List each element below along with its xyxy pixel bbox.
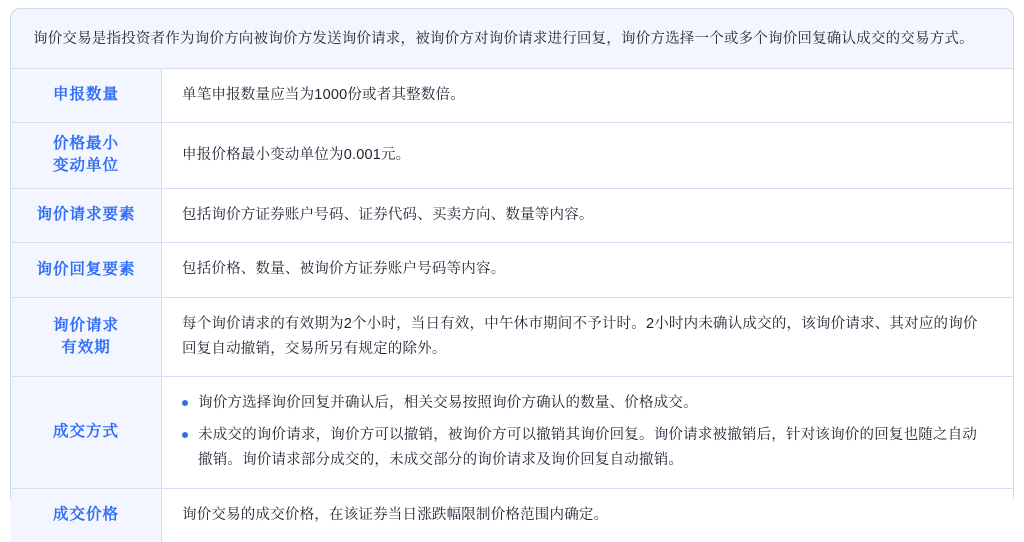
row-label: 成交方式 <box>52 423 119 441</box>
row-label: 询价请求要素 <box>36 206 136 224</box>
row-value-text: 每个询价请求的有效期为2个小时，当日有效，中午休市期间不予计时。2小时内未确认成交的，该询价请求、其对应的询价回复自动撤销，交易所另有规定的除外。 <box>182 315 978 358</box>
row-value <box>161 69 1013 122</box>
table-row <box>11 189 1013 243</box>
intro-paragraph: 询价交易是指投资者作为询价方向被询价方发送询价请求，被询价方对询价请求进行回复，询价方选择一个或多个询价回复确认成交的交易方式。 <box>33 31 974 47</box>
row-label-line2: 变动单位 <box>52 157 119 175</box>
row-value-text: 询价交易的成交价格，在该证券当日涨跌幅限制价格范围内确定。 <box>182 506 609 523</box>
table-row <box>11 243 1013 297</box>
row-label: 询价回复要素 <box>36 260 136 278</box>
row-value-text: 包括价格、数量、被询价方证券账户号码等内容。 <box>182 261 506 278</box>
bullet-dot-icon <box>182 432 188 438</box>
info-card <box>10 8 1014 524</box>
list-item-text: 询价方选择询价回复并确认后，相关交易按照询价方确认的数量、价格成交。 <box>198 395 698 412</box>
row-label <box>11 123 161 188</box>
list-item-text: 未成交的询价请求，询价方可以撤销，被询价方可以撤销其询价回复。询价请求被撤销后，针对该询价的回复也随之自动撤销。询价请求部分成交的，未成交部分的询价请求及询价回复自动撤销。 <box>198 426 978 469</box>
row-value <box>161 298 1013 377</box>
row-value <box>161 377 1013 487</box>
table-row <box>11 298 1013 378</box>
row-label: 成交价格 <box>52 506 119 524</box>
row-label: 申报数量 <box>52 86 119 104</box>
row-value <box>161 243 1013 296</box>
bullet-list <box>182 391 989 473</box>
bullet-dot-icon <box>182 400 188 406</box>
table-row <box>11 123 1013 189</box>
row-label <box>11 298 161 377</box>
row-label-line2: 有效期 <box>61 339 111 357</box>
row-label-line1: 价格最小 <box>52 135 119 153</box>
list-item <box>182 423 989 474</box>
row-value <box>161 489 1013 542</box>
row-value <box>161 189 1013 242</box>
row-value-text: 单笔申报数量应当为1000份或者其整数倍。 <box>182 86 465 103</box>
table-row <box>11 489 1013 542</box>
row-value-text: 包括询价方证券账户号码、证券代码、买卖方向、数量等内容。 <box>182 206 594 223</box>
list-item <box>182 391 989 416</box>
row-label-line1: 询价请求 <box>52 316 119 334</box>
definition-table <box>11 68 1013 542</box>
table-row <box>11 377 1013 488</box>
row-value <box>161 123 1013 188</box>
row-value-text: 申报价格最小变动单位为0.001元。 <box>182 146 411 163</box>
table-row <box>11 69 1013 123</box>
